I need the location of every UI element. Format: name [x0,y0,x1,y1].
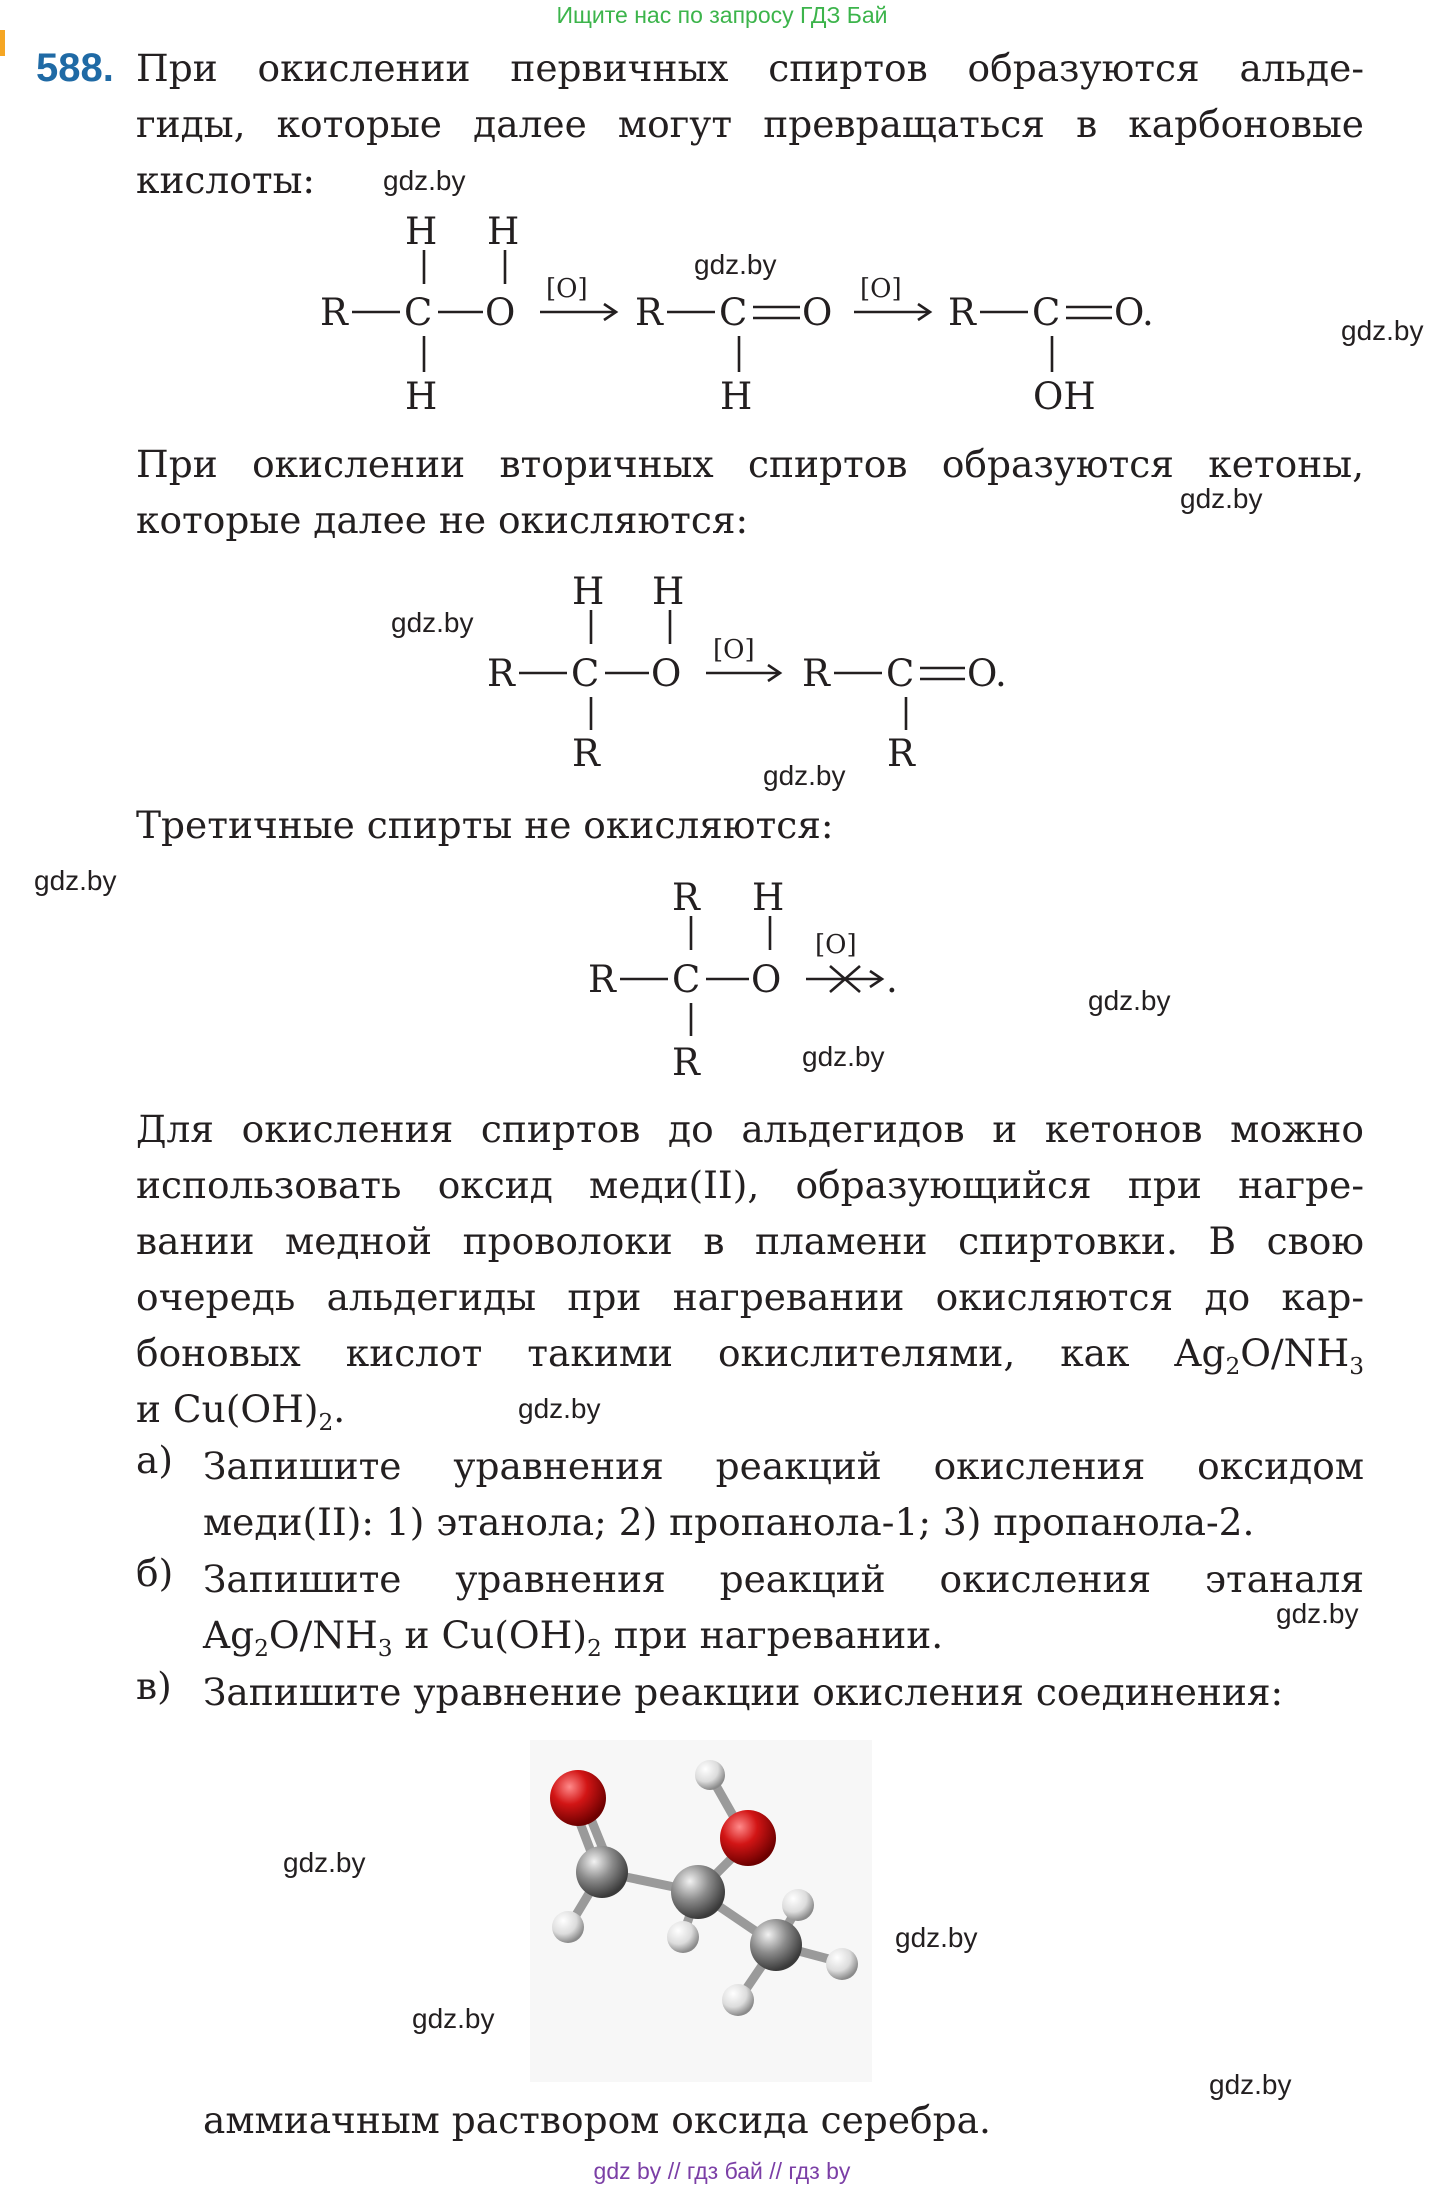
atom-C: C [719,291,748,334]
reagent-ag2o-nh3: $Ag_2O/NH_3$ [1174,1331,1364,1381]
item-b-line-1: Запишите уравнения реакций окисления этаналя [203,1557,1364,1601]
atom-O: O [802,291,833,334]
atom-R: R [635,291,663,334]
watermark: gdz.by [895,1922,978,1953]
copper-line-3: вании медной проволоки в пламени спиртовки. В свою [136,1219,1364,1263]
atom-O: O [751,958,782,1001]
watermark: gdz.by [518,1393,601,1424]
watermark: gdz.by [694,249,777,280]
item-a-letter: а) [136,1438,173,1482]
oxidant-label: [O] [713,635,755,665]
oxidant-label: [O] [815,930,857,960]
atom-H: H [720,375,753,418]
tertiary-line: Третичные спирты не окисляются: [136,803,834,847]
watermark: gdz.by [1341,315,1424,346]
watermark: gdz.by [283,1847,366,1878]
atom-O: O [651,652,682,695]
oxidant-label: [O] [546,274,588,304]
molecule-model-image [530,1740,872,2082]
watermark: gdz.by [1209,2069,1292,2100]
copper-line-2: использовать оксид меди(II), образующийся при нагре- [136,1163,1364,1207]
atom-O: O [1114,291,1145,334]
period: . [886,958,898,1001]
secondary-line-2: которые далее не окисляются: [136,498,749,542]
reagent-ag2o-nh3: $Ag_2O/NH_3$ [203,1613,393,1663]
watermark: gdz.by [383,165,466,196]
item-a-line-2: меди(II): 1) этанола; 2) пропанола-1; 3) пропанола-2. [203,1500,1255,1544]
item-b-letter: б) [136,1551,174,1595]
atom-R: R [588,958,616,1001]
group-OH: OH [1033,375,1096,418]
final-line: аммиачным раствором оксида серебра. [203,2098,991,2142]
watermark: gdz.by [34,865,117,896]
atom-R: R [672,1041,700,1084]
item-b-line-2: $Ag_2O/NH_3$ и $Cu(OH)_2$ при нагревании. [203,1613,944,1663]
atom-C: C [886,652,915,695]
item-c-letter: в) [136,1664,172,1708]
watermark: gdz.by [391,607,474,638]
item-a-line-1: Запишите уравнения реакций окисления оксидом [203,1444,1364,1488]
atom-H: H [405,375,438,418]
task-number: 588. [36,46,114,90]
atom-H: H [752,876,785,919]
atom-C: C [571,652,600,695]
atom-R: R [487,652,515,695]
hydrogen-atom [552,1911,584,1943]
footer-links[interactable]: gdz by // гдз бай // гдз by [593,2158,851,2184]
atom-C: C [1032,291,1061,334]
atom-H: H [487,210,520,253]
hydrogen-atom [826,1948,858,1980]
atom-R: R [802,652,830,695]
search-note: Ищите нас по запросу ГДЗ Бай [556,2,888,28]
carbon-atom [576,1846,628,1898]
hydrogen-atom [667,1921,699,1953]
hydrogen-atom [782,1889,814,1921]
intro-line-1: При окислении первичных спиртов образуются альде- [136,46,1364,90]
atom-O: O [485,291,516,334]
atom-R: R [672,876,700,919]
watermark: gdz.by [1180,483,1263,514]
item-c-line-1: Запишите уравнение реакции окисления соединения: [203,1670,1284,1714]
watermark: gdz.by [1276,1598,1359,1629]
atom-O: O [967,652,998,695]
period: . [995,652,1007,695]
atom-H: H [572,570,605,613]
watermark: gdz.by [763,760,846,791]
reagent-cuoh2: $Cu(OH)_2$. [172,1387,346,1437]
watermark: gdz.by [1088,985,1171,1016]
copper-line-5 [136,1325,1364,1382]
atom-H: H [405,210,438,253]
atom-R: R [320,291,348,334]
carbon-atom [671,1865,725,1919]
atom-R: R [887,732,915,775]
oxidant-label: [O] [860,274,902,304]
hydrogen-atom [722,1984,754,2016]
secondary-line-1: При окислении вторичных спиртов образуются кетоны, [136,442,1364,486]
intro-line-2: гиды, которые далее могут превращаться в карбоновые [136,102,1364,146]
atom-R: R [948,291,976,334]
reagent-cuoh2: $Cu(OH)_2$ [441,1613,602,1663]
period: . [1142,291,1154,334]
watermark: gdz.by [802,1041,885,1072]
watermark: gdz.by [412,2003,495,2034]
atom-C: C [672,958,701,1001]
atom-H: H [652,570,685,613]
hydrogen-atom [695,1760,725,1790]
atom-C: C [404,291,433,334]
oxygen-atom [550,1770,606,1826]
oxygen-atom [720,1810,776,1866]
atom-R: R [572,732,600,775]
copper-line-6: и $Cu(OH)_2$. [136,1387,346,1437]
copper-line-4: очередь альдегиды при нагревании окисляются до кар- [136,1275,1364,1319]
copper-line-1: Для окисления спиртов до альдегидов и кетонов можно [136,1107,1364,1151]
copper-line-5-text: боновых кислот такими окислителями, как [136,1331,1130,1375]
carbon-atom [750,1919,802,1971]
intro-line-3: кислоты: [136,158,316,202]
